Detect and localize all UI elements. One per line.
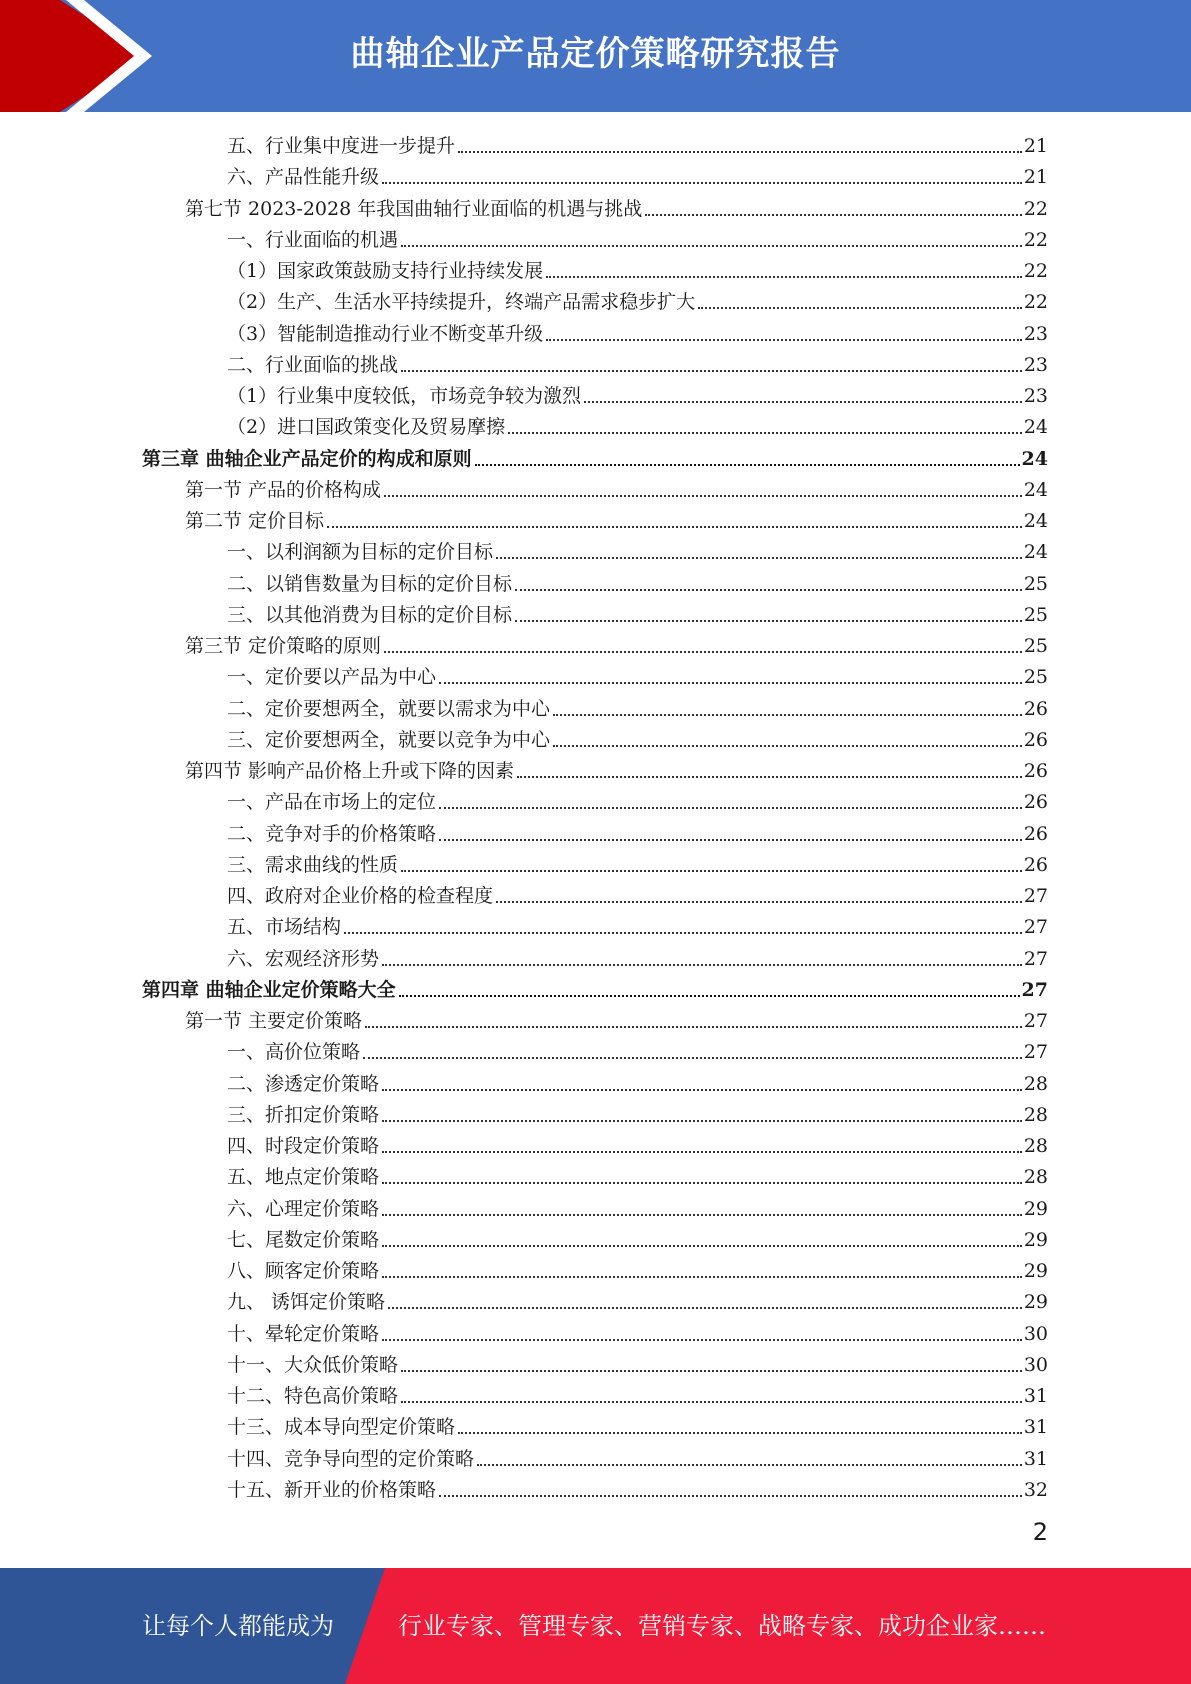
toc-entry-title: 三、需求曲线的性质	[227, 853, 399, 876]
toc-entry[interactable]	[227, 408, 1048, 439]
toc-entry-title: （1）国家政策鼓励支持行业持续发展	[227, 260, 544, 282]
toc-dot-leader	[439, 839, 1022, 841]
toc-entry[interactable]	[142, 440, 1048, 471]
toc-entry[interactable]	[185, 752, 1048, 783]
toc-entry-page: 31	[1023, 1447, 1048, 1470]
toc-entry[interactable]	[227, 1440, 1048, 1471]
toc-dot-leader	[401, 370, 1022, 372]
toc-entry-page: 22	[1023, 197, 1048, 220]
toc-entry-page: 24	[1021, 447, 1048, 470]
toc-entry[interactable]	[227, 783, 1048, 814]
toc-entry-page: 21	[1023, 166, 1048, 189]
toc-entry-title: 三、折扣定价策略	[227, 1103, 380, 1126]
toc-entry-page: 22	[1023, 228, 1048, 251]
toc-entry-page: 31	[1023, 1385, 1048, 1407]
toc-entry[interactable]	[227, 1471, 1048, 1502]
toc-entry-page: 22	[1023, 260, 1048, 282]
toc-dot-leader	[584, 401, 1022, 403]
toc-entry[interactable]	[227, 1065, 1048, 1096]
toc-entry-title: 二、定价要想两全，就要以需求为中心	[227, 697, 551, 720]
toc-dot-leader	[401, 245, 1022, 247]
toc-entry[interactable]	[185, 627, 1048, 658]
toc-entry-page: 25	[1023, 635, 1048, 657]
toc-dot-leader	[388, 1307, 1022, 1309]
toc-dot-leader	[546, 276, 1022, 278]
toc-entry-title: 六、心理定价策略	[227, 1197, 380, 1220]
toc-dot-leader	[382, 1339, 1022, 1341]
toc-dot-leader	[458, 1432, 1022, 1434]
toc-dot-leader	[384, 651, 1022, 653]
toc-entry-title: 一、以利润额为目标的定价目标	[227, 541, 494, 564]
toc-entry-page: 29	[1023, 1197, 1048, 1220]
toc-entry-page: 26	[1023, 728, 1048, 751]
toc-entry-page: 32	[1023, 1478, 1048, 1501]
toc-dot-leader	[645, 214, 1022, 216]
toc-entry[interactable]	[227, 1377, 1048, 1408]
toc-dot-leader	[382, 964, 1022, 966]
toc-entry-title: 第三节 定价策略的原则	[185, 635, 382, 657]
toc-entry[interactable]	[142, 971, 1048, 1002]
toc-entry-title: 十、晕轮定价策略	[227, 1322, 380, 1345]
toc-entry[interactable]	[227, 1033, 1048, 1064]
toc-entry-page: 23	[1023, 385, 1048, 407]
toc-entry[interactable]	[227, 1096, 1048, 1127]
toc-entry[interactable]	[185, 471, 1048, 502]
toc-entry-page: 24	[1023, 541, 1048, 564]
toc-entry[interactable]	[227, 815, 1048, 846]
toc-entry-title: 第四章 曲轴企业定价策略大全	[142, 978, 396, 1001]
toc-dot-leader	[546, 339, 1022, 341]
toc-entry[interactable]	[185, 502, 1048, 533]
toc-dot-leader	[475, 464, 1020, 466]
toc-dot-leader	[382, 1214, 1022, 1216]
toc-entry-page: 26	[1023, 697, 1048, 720]
toc-entry-title: 四、时段定价策略	[227, 1135, 380, 1157]
toc-dot-leader	[477, 1464, 1022, 1466]
toc-entry-title: 五、市场结构	[227, 916, 342, 939]
toc-entry[interactable]	[227, 1315, 1048, 1346]
toc-dot-leader	[515, 589, 1022, 591]
toc-entry-page: 27	[1021, 978, 1048, 1001]
toc-entry[interactable]	[185, 1002, 1048, 1033]
toc-entry-page: 24	[1023, 478, 1048, 501]
toc-entry-title: 五、地点定价策略	[227, 1166, 380, 1189]
toc-dot-leader	[363, 1057, 1022, 1059]
toc-entry[interactable]	[227, 252, 1048, 283]
footer-slogan-left: 让每个人都能成为	[142, 1612, 334, 1640]
toc-dot-leader	[439, 682, 1022, 684]
toc-dot-leader	[515, 620, 1022, 622]
toc-dot-leader	[439, 807, 1022, 809]
toc-entry-title: 十二、特色高价策略	[227, 1385, 399, 1407]
toc-entry-page: 25	[1023, 666, 1048, 689]
toc-entry-page: 25	[1023, 603, 1048, 626]
toc-entry-title: （1）行业集中度较低，市场竞争较为激烈	[227, 385, 582, 407]
toc-entry[interactable]	[185, 190, 1048, 221]
toc-dot-leader	[382, 1182, 1022, 1184]
toc-entry-title: 九、 诱饵定价策略	[227, 1291, 386, 1314]
toc-entry-page: 23	[1023, 353, 1048, 376]
toc-entry[interactable]	[227, 1127, 1048, 1158]
toc-entry-page: 27	[1023, 1010, 1048, 1032]
toc-entry-page: 26	[1023, 791, 1048, 814]
toc-entry[interactable]	[227, 1408, 1048, 1439]
toc-entry-title: 第三章 曲轴企业产品定价的构成和原则	[142, 447, 472, 470]
toc-entry-title: 六、宏观经济形势	[227, 947, 380, 970]
toc-entry-page: 28	[1023, 1072, 1048, 1095]
toc-dot-leader	[382, 182, 1022, 184]
toc-entry-page: 21	[1023, 135, 1048, 157]
toc-entry-title: 三、定价要想两全，就要以竞争为中心	[227, 728, 551, 751]
toc-entry[interactable]	[227, 596, 1048, 627]
toc-dot-leader	[496, 557, 1022, 559]
toc-entry[interactable]	[227, 315, 1048, 346]
toc-dot-leader	[382, 1151, 1022, 1153]
toc-entry-page: 29	[1023, 1291, 1048, 1314]
toc-dot-leader	[401, 1401, 1022, 1403]
toc-dot-leader	[382, 1245, 1022, 1247]
toc-entry-title: 五、行业集中度进一步提升	[227, 135, 456, 157]
toc-entry[interactable]	[227, 658, 1048, 689]
toc-entry-page: 30	[1023, 1322, 1048, 1345]
toc-entry-title: 二、渗透定价策略	[227, 1072, 380, 1095]
toc-entry-title: 一、高价位策略	[227, 1041, 361, 1064]
toc-entry-title: 八、顾客定价策略	[227, 1260, 380, 1282]
toc-entry-page: 24	[1023, 510, 1048, 532]
toc-entry-page: 28	[1023, 1135, 1048, 1157]
toc-entry[interactable]	[227, 565, 1048, 596]
toc-entry-title: （2）生产、生活水平持续提升，终端产品需求稳步扩大	[227, 291, 696, 314]
toc-entry[interactable]	[227, 127, 1048, 158]
toc-dot-leader	[327, 526, 1022, 528]
toc-dot-leader	[508, 432, 1022, 434]
toc-entry[interactable]	[227, 721, 1048, 752]
toc-entry-title: 二、以销售数量为目标的定价目标	[227, 572, 513, 595]
toc-entry[interactable]	[227, 940, 1048, 971]
toc-dot-leader	[365, 1026, 1022, 1028]
toc-dot-leader	[401, 870, 1022, 872]
toc-entry-page: 28	[1023, 1103, 1048, 1126]
toc-entry-page: 23	[1023, 322, 1048, 345]
toc-entry[interactable]	[227, 283, 1048, 314]
toc-entry[interactable]	[227, 1190, 1048, 1221]
toc-entry-title: 第二节 定价目标	[185, 510, 325, 532]
toc-entry-title: 十三、成本导向型定价策略	[227, 1416, 456, 1439]
toc-entry-title: 第四节 影响产品价格上升或下降的因素	[185, 760, 515, 782]
page-title: 曲轴企业产品定价策略研究报告	[350, 34, 841, 74]
toc-entry-title: 七、尾数定价策略	[227, 1228, 380, 1251]
toc-entry[interactable]	[227, 1158, 1048, 1189]
page-footer	[0, 1568, 1191, 1684]
toc-entry-page: 27	[1023, 916, 1048, 939]
toc-entry[interactable]	[227, 346, 1048, 377]
footer-slogan-right: 行业专家、管理专家、营销专家、战略专家、成功企业家……	[398, 1612, 1046, 1640]
toc-entry[interactable]	[227, 1283, 1048, 1314]
toc-dot-leader	[344, 932, 1022, 934]
page-number: 2	[1032, 1518, 1048, 1546]
toc-entry[interactable]	[227, 690, 1048, 721]
toc-entry-page: 22	[1023, 291, 1048, 314]
toc-entry-title: （2）进口国政策变化及贸易摩擦	[227, 416, 506, 439]
toc-entry-title: 二、竞争对手的价格策略	[227, 822, 437, 845]
toc-entry-title: 第一节 主要定价策略	[185, 1010, 363, 1032]
toc-entry[interactable]	[227, 533, 1048, 564]
toc-dot-leader	[439, 1495, 1022, 1497]
toc-entry-page: 30	[1023, 1353, 1048, 1376]
toc-entry-title: 第一节 产品的价格构成	[185, 478, 382, 501]
toc-dot-leader	[382, 1120, 1022, 1122]
toc-entry[interactable]	[227, 908, 1048, 939]
toc-entry-page: 29	[1023, 1228, 1048, 1251]
toc-dot-leader	[458, 151, 1022, 153]
toc-entry-title: 三、以其他消费为目标的定价目标	[227, 603, 513, 626]
toc-dot-leader	[553, 714, 1022, 716]
toc-entry-page: 25	[1023, 572, 1048, 595]
toc-entry-title: 一、产品在市场上的定位	[227, 791, 437, 814]
toc-entry-title: 一、定价要以产品为中心	[227, 666, 437, 689]
toc-dot-leader	[553, 745, 1022, 747]
toc-entry[interactable]	[227, 158, 1048, 189]
toc-entry-page: 29	[1023, 1260, 1048, 1282]
toc-entry-title: 十一、大众低价策略	[227, 1353, 399, 1376]
toc-entry[interactable]	[227, 221, 1048, 252]
toc-entry[interactable]	[227, 1346, 1048, 1377]
toc-dot-leader	[382, 1089, 1022, 1091]
toc-entry-page: 26	[1023, 853, 1048, 876]
toc-entry-page: 27	[1023, 885, 1048, 907]
toc-entry-title: 六、产品性能升级	[227, 166, 380, 189]
toc-entry-title: 一、行业面临的机遇	[227, 228, 399, 251]
toc-entry-page: 26	[1023, 760, 1048, 782]
toc-entry-page: 27	[1023, 947, 1048, 970]
toc-entry-title: 二、行业面临的挑战	[227, 353, 399, 376]
toc-entry-page: 24	[1023, 416, 1048, 439]
toc-dot-leader	[382, 1276, 1022, 1278]
toc-entry[interactable]	[227, 846, 1048, 877]
toc-dot-leader	[401, 1370, 1022, 1372]
toc-entry-page: 27	[1023, 1041, 1048, 1064]
toc-entry-page: 31	[1023, 1416, 1048, 1439]
toc-dot-leader	[496, 901, 1022, 903]
toc-entry-page: 28	[1023, 1166, 1048, 1189]
toc-dot-leader	[517, 776, 1022, 778]
toc-dot-leader	[698, 307, 1022, 309]
toc-dot-leader	[384, 495, 1022, 497]
toc-entry-title: （3）智能制造推动行业不断变革升级	[227, 322, 544, 345]
toc-entry[interactable]	[227, 877, 1048, 908]
toc-entry[interactable]	[227, 377, 1048, 408]
toc-entry[interactable]	[227, 1221, 1048, 1252]
toc-entry-title: 四、政府对企业价格的检查程度	[227, 885, 494, 907]
toc-entry-title: 第七节 2023-2028 年我国曲轴行业面临的机遇与挑战	[185, 197, 643, 220]
toc-entry-title: 十五、新开业的价格策略	[227, 1478, 437, 1501]
toc-entry-title: 十四、竞争导向型的定价策略	[227, 1447, 475, 1470]
toc-entry[interactable]	[227, 1252, 1048, 1283]
toc-dot-leader	[399, 995, 1020, 997]
toc-entry-page: 26	[1023, 822, 1048, 845]
page-header	[0, 0, 1191, 112]
